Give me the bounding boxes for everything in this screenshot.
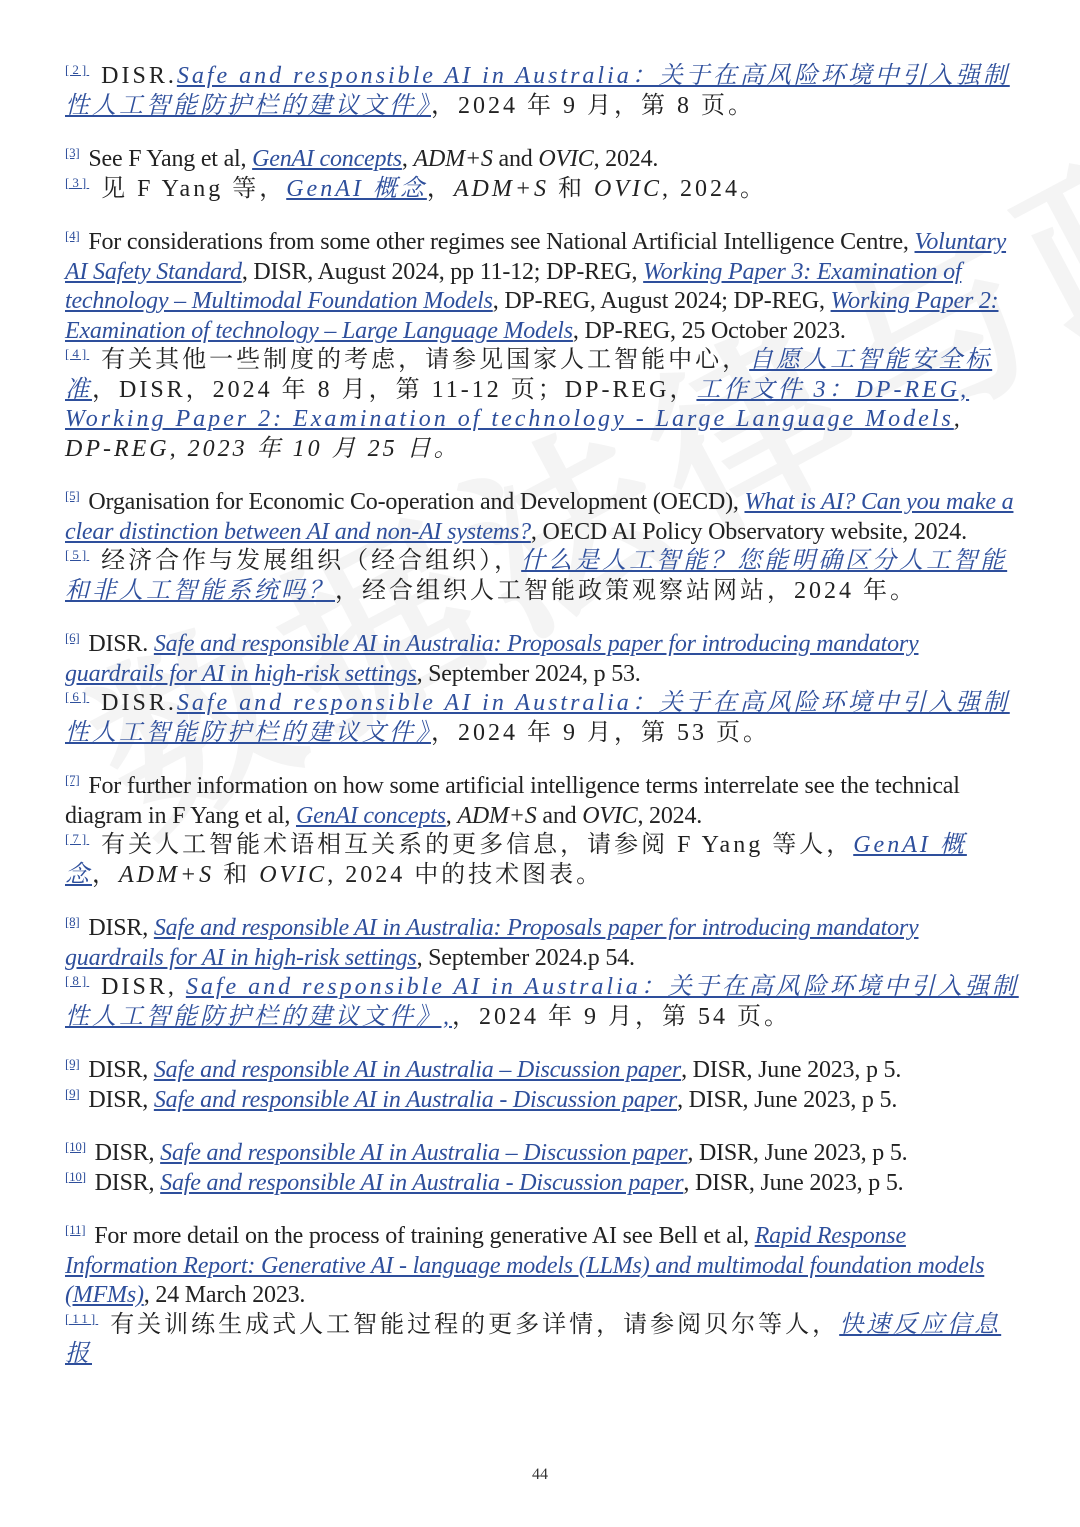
footnote-ref-link[interactable]: [5] — [65, 547, 90, 562]
footnote-ref-link[interactable]: [10] — [65, 1139, 86, 1154]
footnote-text: and — [492, 146, 539, 172]
footnote-n7-zh — [65, 831, 1020, 890]
footnote-text: , — [445, 802, 458, 829]
citation-link[interactable]: Safe and responsible AI in Australia – Discussion paper — [153, 1057, 682, 1083]
italic-text: , DP-REG, 2023 年 10 月 25 日。 — [65, 406, 963, 462]
footnote-n10 — [65, 1139, 1020, 1169]
footnote-text: 见 F Yang 等， — [92, 175, 287, 202]
footnote-text: DISR, — [82, 1057, 154, 1083]
footnote-n11-zh — [65, 1311, 1020, 1370]
footnote-text: DISR. — [82, 631, 154, 657]
citation-link[interactable]: Working Paper 2: Examination of technology – Large Language Models — [65, 288, 999, 344]
footnote-ref-link[interactable]: [7] — [65, 831, 90, 846]
italic-text: ADM+S — [119, 861, 215, 888]
footnote-n10b — [65, 1169, 1020, 1199]
footnote-ref-link[interactable]: [4] — [65, 228, 80, 243]
footnote-text: ， — [92, 861, 119, 888]
footnote-text: , OECD AI Policy Observatory website, 2024. — [530, 518, 967, 545]
footnote-text: , DISR, June 2023, p 5. — [677, 1086, 898, 1113]
footnote-ref-link[interactable]: [9] — [65, 1085, 80, 1101]
footnote-n2-zh — [65, 62, 1020, 121]
footnote-ref-link[interactable]: [8] — [65, 914, 80, 929]
footnote-ref-link[interactable]: [11] — [65, 1222, 86, 1237]
footnote-ref-link[interactable]: [6] — [65, 689, 90, 704]
italic-text: OVIC — [259, 861, 328, 888]
footnote-text: Organisation for Economic Co-operation and Development (OECD), — [82, 489, 745, 515]
footnote-text: DISR, — [88, 1169, 161, 1196]
footnote-text: ，经合组织人工智能政策观察站网站，2024 年。 — [335, 577, 917, 604]
footnote-n6-zh — [65, 689, 1020, 748]
footnote-ref-link[interactable]: [5] — [65, 488, 80, 503]
footnote-text: DISR. — [92, 690, 177, 716]
footnotes-list — [65, 62, 1020, 1394]
footnote-text: , DP-REG, 25 October 2023. — [572, 317, 846, 344]
footnote-text: , 2024 中的技术图表。 — [327, 861, 604, 888]
footnote-text: , 2024. — [593, 146, 659, 172]
footnote-text: ，DISR，2024 年 8 月，第 11-12 页；DP-REG， — [92, 376, 697, 403]
footnote-ref-link[interactable]: [9] — [65, 1056, 80, 1071]
italic-text: ADM+S — [413, 146, 493, 172]
footnote-text: , 2024。 — [662, 175, 768, 202]
citation-link[interactable]: Safe and responsible AI in Australia: Proposals paper for introducing mandatory guardrails for AI in high-risk settings — [65, 631, 919, 687]
citation-link[interactable]: GenAI 概念 — [65, 832, 967, 888]
citation-link[interactable]: Safe and responsible AI in Australia - Discussion paper — [160, 1169, 684, 1196]
citation-link[interactable]: Safe and responsible AI in Australia：关于在高风险环境中引入强制性人工智能防护栏的建议文件》, — [65, 974, 1019, 1030]
footnote-text: ，2024 年 9 月，第 8 页。 — [431, 92, 755, 119]
footnote-text: DISR, — [82, 915, 154, 941]
footnote-text: ， — [426, 175, 454, 202]
footnote-text: ，2024 年 9 月，第 53 页。 — [431, 719, 770, 746]
footnote-ref-link[interactable]: [3] — [65, 174, 90, 190]
footnote-ref-link[interactable]: [10] — [65, 1168, 86, 1184]
footnote-text: , DISR, June 2023, p 5. — [687, 1140, 908, 1166]
footnote-text: DISR, — [92, 974, 186, 1000]
citation-link[interactable]: Working Paper 3: Examination of technology – Multimodal Foundation Models — [65, 258, 962, 314]
citation-link[interactable]: Safe and responsible AI in Australia - Discussion paper — [153, 1086, 678, 1113]
footnote-n3-en — [65, 145, 1020, 175]
citation-link[interactable]: Safe and responsible AI in Australia：关于在高风险环境中引入强制性人工智能防护栏的建议文件》 — [65, 63, 1010, 119]
footnote-text: , 2024. — [637, 802, 703, 829]
citation-link[interactable]: 什么是人工智能？您能明确区分人工智能和非人工智能系统吗？ — [65, 548, 1008, 604]
footnote-text: , September 2024.p 54. — [416, 944, 635, 971]
italic-text: OVIC — [538, 146, 594, 172]
footnote-n3-zh — [65, 175, 1020, 205]
footnote-text: DISR, — [88, 1140, 161, 1166]
citation-link[interactable]: Safe and responsible AI in Australia – Discussion paper — [160, 1140, 688, 1166]
footnote-text: See F Yang et al, — [82, 146, 253, 172]
italic-text: ADM+S — [453, 175, 550, 202]
footnote-text: , DISR, June 2023, p 5. — [683, 1169, 904, 1196]
footnote-text: For further information on how some artificial intelligence terms interrelate see the technical diagram in F Yang et al, — [65, 773, 960, 829]
citation-link[interactable]: GenAI 概念 — [286, 175, 427, 202]
citation-link[interactable]: Safe and responsible AI in Australia：关于在高风险环境中引入强制性人工智能防护栏的建议文件》 — [65, 690, 1010, 746]
citation-link[interactable]: GenAI concepts — [252, 146, 402, 172]
footnote-text: , DP-REG, August 2024; DP-REG, — [492, 288, 831, 314]
footnote-n5-en — [65, 488, 1020, 547]
footnote-text: 经济合作与发展组织（经合组织）， — [92, 548, 522, 574]
footnote-text: 有关人工智能术语相互关系的更多信息，请参阅 F Yang 等人， — [92, 832, 854, 858]
footnote-n7-en — [65, 772, 1020, 831]
footnote-ref-link[interactable]: [6] — [65, 630, 80, 645]
footnote-text: ，2024 年 9 月，第 54 页。 — [452, 1003, 791, 1030]
footnote-text: , 24 March 2023. — [143, 1282, 306, 1308]
footnote-n9b — [65, 1086, 1020, 1116]
citation-link[interactable]: Voluntary AI Safety Standard — [65, 229, 1007, 285]
footnote-n8-en — [65, 914, 1020, 973]
footnote-text: DISR, — [82, 1086, 154, 1113]
citation-link[interactable]: What is AI? Can you make a clear distinction between AI and non-AI systems? — [65, 489, 1014, 545]
footnote-text: DISR. — [92, 63, 177, 89]
citation-link[interactable]: 快速反应信息报 — [65, 1311, 1002, 1367]
footnote-text: 和 — [549, 175, 595, 202]
citation-link[interactable]: Rapid Response Information Report: Generative AI - language models (LLMs) and multimodal foundation models (MFMs) — [65, 1223, 985, 1308]
footnote-ref-link[interactable]: [2] — [65, 62, 90, 77]
footnote-n11-en — [65, 1222, 1020, 1311]
citation-link[interactable]: GenAI concepts — [295, 802, 446, 829]
italic-text: OVIC — [582, 802, 638, 829]
footnote-text: , DISR, August 2024, pp 11-12; DP-REG, — [241, 258, 644, 285]
footnote-n4-en — [65, 228, 1020, 346]
footnote-text: 和 — [214, 861, 260, 888]
footnote-text: and — [536, 802, 583, 829]
footnote-n5-zh — [65, 547, 1020, 606]
footnote-ref-link[interactable]: [8] — [65, 973, 90, 988]
footnote-n9 — [65, 1056, 1020, 1086]
footnote-text: 有关其他一些制度的考虑，请参见国家人工智能中心， — [92, 347, 750, 373]
citation-link[interactable]: 自愿人工智能安全标准 — [65, 347, 993, 403]
footnote-ref-link[interactable]: [7] — [65, 772, 80, 787]
footnote-n6-en — [65, 630, 1020, 689]
footnote-ref-link[interactable]: [3] — [65, 145, 80, 160]
footnote-text: For more detail on the process of training generative AI see Bell et al, — [88, 1223, 755, 1249]
citation-link[interactable]: 工作文件 3：DP-REG, Working Paper 2: Examination of technology - Large Language Models — [65, 376, 970, 432]
footnote-n4-zh — [65, 346, 1020, 464]
footnote-text: For considerations from some other regimes see National Artificial Intelligence Centre, — [82, 229, 915, 255]
footnote-text: , September 2024, p 53. — [416, 660, 641, 687]
footnote-text: , — [401, 146, 414, 172]
footnote-text: 有关训练生成式人工智能过程的更多详情，请参阅贝尔等人， — [101, 1311, 840, 1338]
footnote-ref-link[interactable]: [4] — [65, 346, 90, 361]
footnote-n8-zh — [65, 973, 1020, 1032]
footnote-text: , DISR, June 2023, p 5. — [681, 1057, 902, 1083]
italic-text: OVIC — [594, 175, 663, 202]
page-number: 44 — [532, 1466, 548, 1483]
citation-link[interactable]: Safe and responsible AI in Australia: Proposals paper for introducing mandatory guardrails for AI in high-risk settings — [65, 915, 919, 971]
italic-text: ADM+S — [457, 802, 537, 829]
footnote-ref-link[interactable]: [11] — [65, 1310, 99, 1326]
